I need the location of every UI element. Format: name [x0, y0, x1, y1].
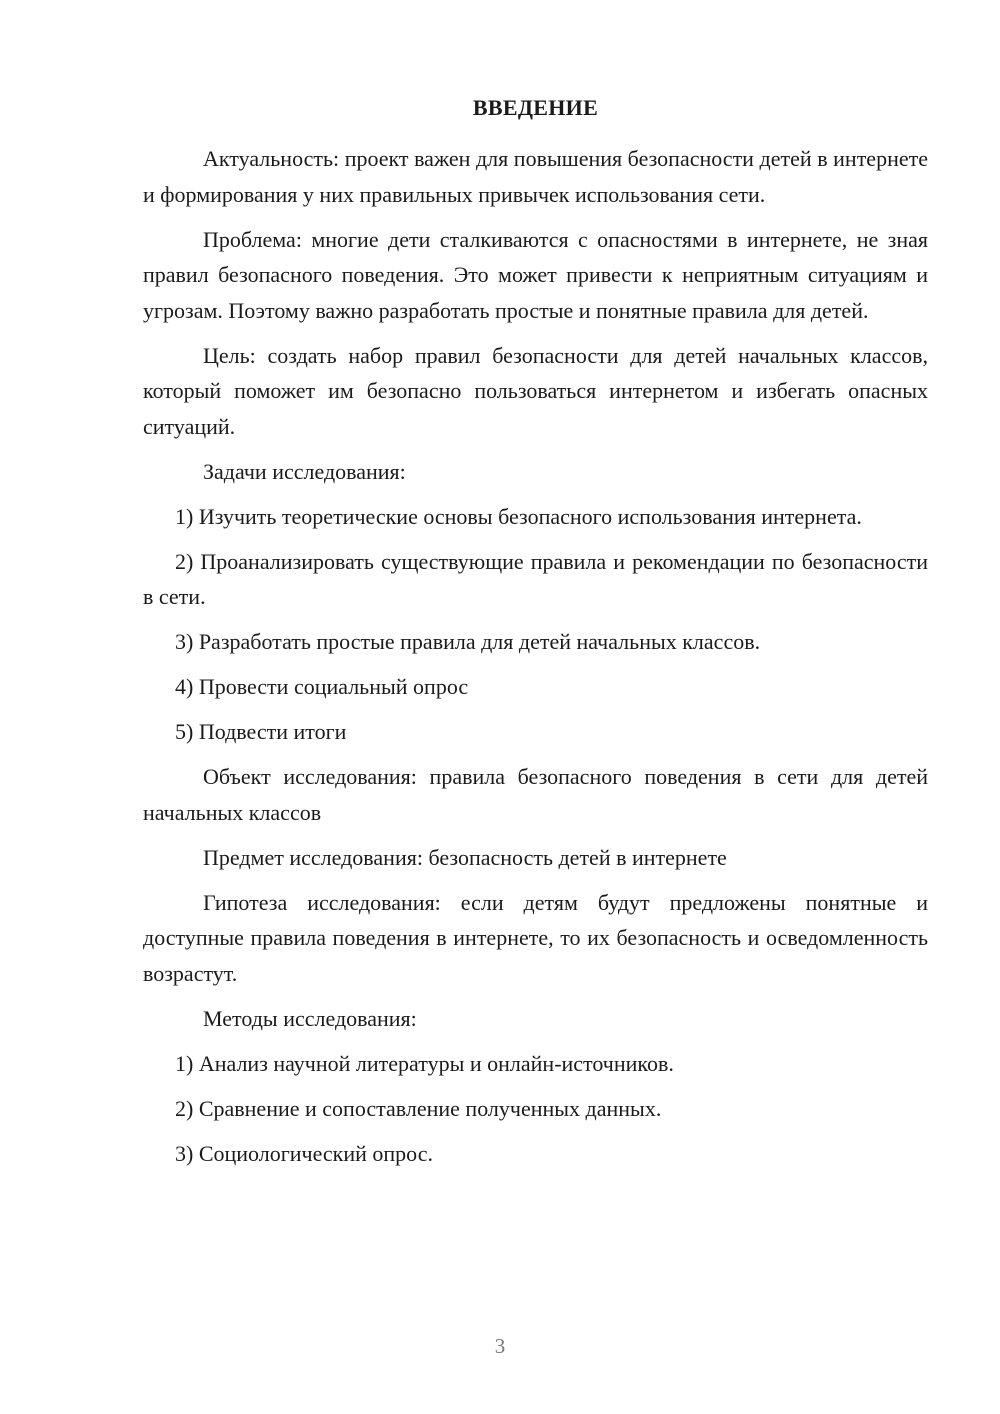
goal-paragraph: Цель: создать набор правил безопасности для детей начальных классов, который поможет им безопасно пользоваться интернетом и избегать опасных ситуаций. — [143, 342, 928, 439]
tasks-heading: Задачи исследования: — [203, 458, 406, 484]
method-item-2: 2) Сравнение и сопоставление полученных данных. — [175, 1095, 662, 1121]
document-page — [143, 95, 928, 1181]
task-item-1: 1) Изучить теоретические основы безопасного использования интернета. — [175, 503, 862, 529]
task-item-5: 5) Подвести итоги — [175, 719, 347, 744]
page-number: 3 — [494, 1334, 506, 1358]
task-item-4: 4) Провести социальный опрос — [175, 674, 469, 699]
task-item-2: 2) Проанализировать существующие правила и рекомендации по безопасности в сети. — [143, 548, 928, 609]
method-item-1: 1) Анализ научной литературы и онлайн-источников. — [175, 1050, 674, 1076]
page-title: ВВЕДЕНИЕ — [472, 95, 599, 120]
methods-heading: Методы исследования: — [203, 1005, 417, 1031]
object-paragraph: Объект исследования: правила безопасного поведения в сети для детей начальных классов — [143, 764, 928, 825]
subject-paragraph: Предмет исследования: безопасность детей в интернете — [203, 844, 727, 870]
hypothesis-paragraph: Гипотеза исследования: если детям будут предложены понятные и доступные правила поведения в интернете, то их безопасность и осведомленность возрастут. — [143, 889, 928, 986]
problem-paragraph: Проблема: многие дети сталкиваются с опасностями в интернете, не зная правил безопасного поведения. Это может привести к неприятным ситуациям и угрозам. Поэтому важно разработать простые и понятные правила для детей. — [143, 226, 928, 323]
task-item-3: 3) Разработать простые правила для детей начальных классов. — [175, 629, 761, 654]
relevance-paragraph: Актуальность: проект важен для повышения безопасности детей в интернете и формирования у них правильных привычек использования сети. — [143, 146, 928, 207]
method-item-3: 3) Социологический опрос. — [175, 1140, 433, 1166]
